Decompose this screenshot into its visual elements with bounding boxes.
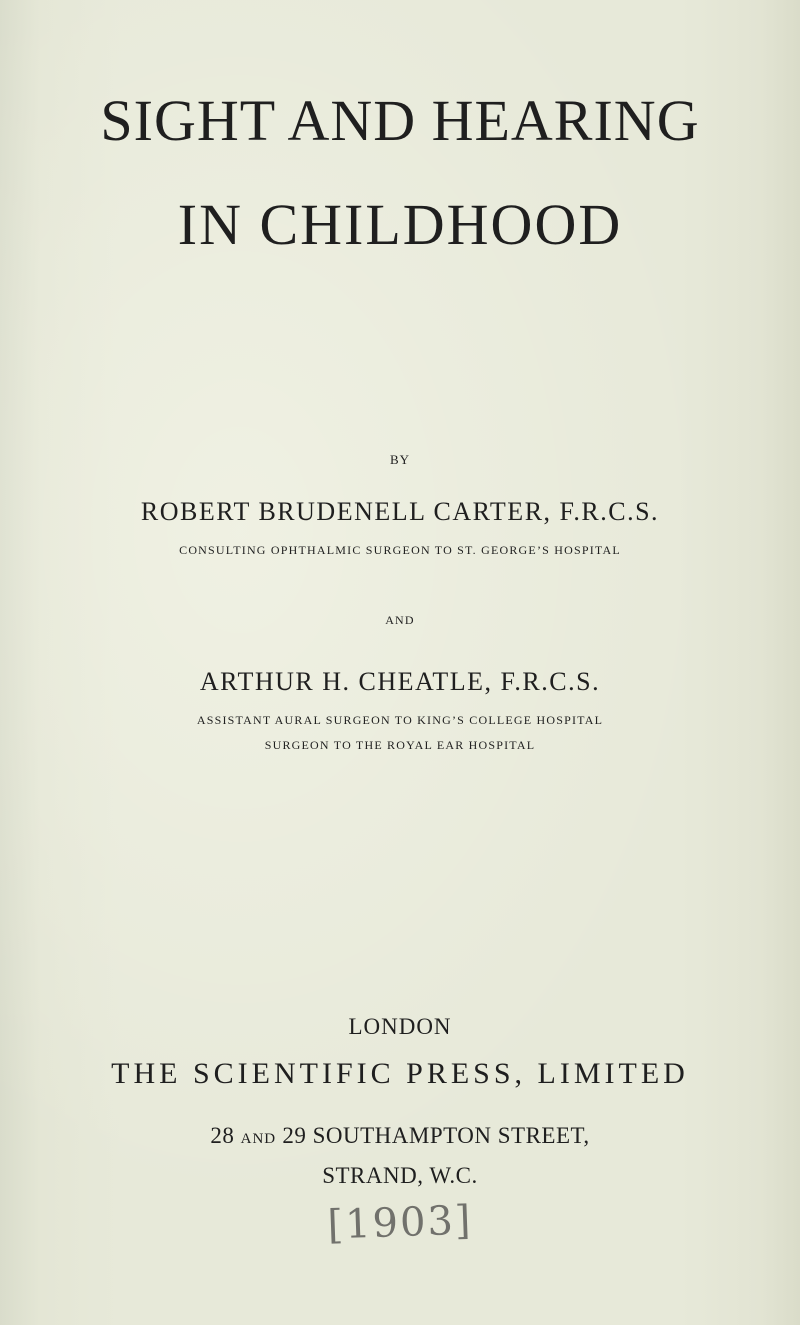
imprint-address-line-1 — [0, 1123, 800, 1152]
author-credential-2b: SURGEON TO THE ROYAL EAR HOSPITAL — [264, 738, 536, 752]
imprint-address-line-2: STRAND, W.C. — [322, 1163, 478, 1188]
by-label: BY — [389, 452, 411, 467]
address-number-a: 28 — [210, 1123, 235, 1148]
author-credential-1: CONSULTING OPHTHALMIC SURGEON TO ST. GEORGE’S HOSPITAL — [179, 543, 621, 557]
author-name-1: ROBERT BRUDENELL CARTER, F.R.C.S. — [140, 497, 660, 526]
handwritten-year-note: [1903] — [326, 1197, 474, 1249]
imprint-publisher: THE SCIENTIFIC PRESS, LIMITED — [111, 1057, 689, 1090]
author-name-2: ARTHUR H. CHEATLE, F.R.C.S. — [199, 667, 601, 696]
book-title-line-1: SIGHT AND HEARING — [100, 88, 700, 153]
author-credential-2a: ASSISTANT AURAL SURGEON TO KING’S COLLEGE HOSPITAL — [196, 713, 604, 727]
imprint-city: LONDON — [348, 1014, 452, 1039]
address-number-b: 29 — [282, 1123, 307, 1148]
address-and: AND — [240, 1131, 277, 1147]
address-street: SOUTHAMPTON STREET, — [312, 1123, 590, 1148]
and-label: AND — [385, 613, 415, 627]
book-title-line-2: IN CHILDHOOD — [177, 192, 623, 257]
